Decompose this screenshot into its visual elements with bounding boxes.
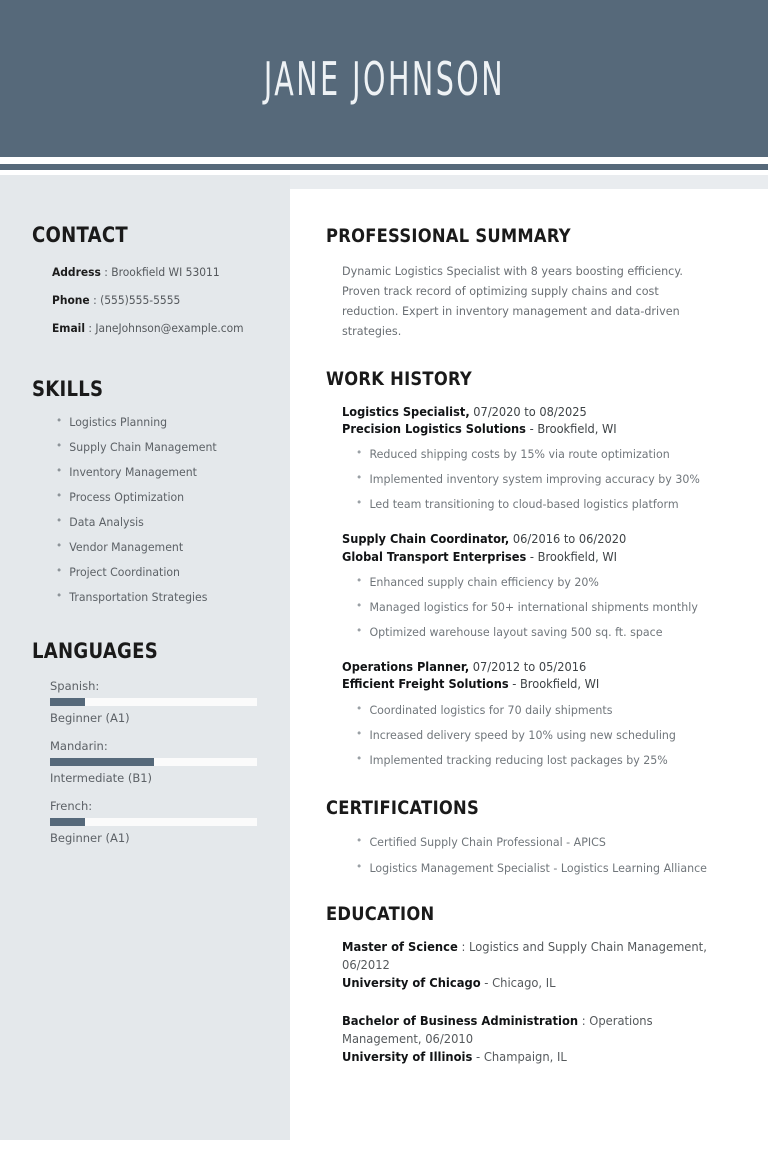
languages-heading: LANGUAGES <box>32 639 159 663</box>
contact-row-address <box>52 265 255 279</box>
certifications-heading: CERTIFICATIONS <box>326 796 480 819</box>
education-location: - Champaign, IL <box>472 1049 567 1064</box>
languages-list <box>32 679 270 845</box>
languages-section <box>0 615 290 845</box>
language-level: Beginner (A1) <box>50 831 130 845</box>
contact-sep-email: : <box>85 321 96 335</box>
contact-value-phone: (555)555-5555 <box>100 293 181 307</box>
contact-list <box>32 265 270 335</box>
work-history-section <box>326 368 740 767</box>
contact-label-email: Email <box>52 321 86 335</box>
list-item: • Implemented tracking reducing lost packages by 25% <box>356 753 725 767</box>
education-school: University of Illinois <box>342 1049 473 1064</box>
job-company: Precision Logistics Solutions <box>342 421 526 436</box>
list-item: • Enhanced supply chain efficiency by 20% <box>356 575 725 589</box>
education-school-line <box>342 1048 724 1066</box>
language-item-french <box>50 799 270 845</box>
work-history-heading: WORK HISTORY <box>326 367 473 390</box>
job-dates: 07/2012 to 05/2016 <box>472 660 587 675</box>
language-proficiency-fill <box>50 818 85 826</box>
job-role-line <box>342 531 720 548</box>
skills-section <box>0 349 290 604</box>
education-degree: Master of Science <box>342 939 458 954</box>
sidebar-column <box>0 175 290 1140</box>
language-level: Beginner (A1) <box>50 711 130 725</box>
job-entry-0 <box>342 404 740 512</box>
education-field: : Operations Management, 06/2010 <box>342 1013 653 1046</box>
job-role-line <box>342 404 720 421</box>
contact-label-phone: Phone <box>52 293 90 307</box>
education-degree-line <box>342 1012 724 1048</box>
list-item: • Increased delivery speed by 10% using new scheduling <box>356 728 725 742</box>
list-item: • Project Coordination <box>56 565 259 579</box>
job-role: Supply Chain Coordinator, <box>342 532 510 547</box>
job-role-line <box>342 659 720 676</box>
summary-section <box>326 225 740 342</box>
job-bullets <box>342 703 740 767</box>
candidate-name: JANE JOHNSON <box>263 51 505 106</box>
job-company: Global Transport Enterprises <box>342 549 527 564</box>
main-top-strip <box>290 175 768 189</box>
summary-heading: PROFESSIONAL SUMMARY <box>326 225 571 247</box>
list-item: • Supply Chain Management <box>56 440 259 454</box>
language-name: French: <box>50 799 93 813</box>
list-item: • Led team transitioning to cloud-based logistics platform <box>356 497 725 511</box>
contact-heading: CONTACT <box>32 223 128 247</box>
job-bullets <box>342 447 740 511</box>
education-field: : Logistics and Supply Chain Management, 06/2012 <box>342 939 707 972</box>
contact-value-address: Brookfield WI 53011 <box>111 265 220 279</box>
job-entry-2 <box>342 659 740 767</box>
education-degree-line <box>342 938 724 974</box>
header-rule-white <box>0 157 768 164</box>
list-item: • Implemented inventory system improving accuracy by 30% <box>356 472 725 486</box>
resume-header <box>0 0 768 157</box>
language-proficiency-fill <box>50 758 154 766</box>
skills-heading: SKILLS <box>32 377 104 401</box>
language-proficiency-bar <box>50 698 257 706</box>
job-company-line <box>342 676 720 693</box>
language-level: Intermediate (B1) <box>50 771 153 785</box>
contact-row-phone <box>52 293 255 307</box>
contact-sep-phone: : <box>89 293 101 307</box>
certifications-section <box>326 797 740 875</box>
list-item: • Process Optimization <box>56 490 259 504</box>
language-name: Mandarin: <box>50 739 108 753</box>
job-role: Logistics Specialist, <box>342 404 470 419</box>
list-item: • Managed logistics for 50+ international shipments monthly <box>356 600 725 614</box>
list-item: • Logistics Planning <box>56 415 259 429</box>
main-column <box>290 189 768 1152</box>
list-item: • Certified Supply Chain Professional - APICS <box>356 835 725 849</box>
certifications-list <box>326 835 740 875</box>
education-entry-0 <box>342 938 740 992</box>
language-name: Spanish: <box>50 679 100 693</box>
contact-row-email <box>52 321 255 335</box>
contact-sep-address: : <box>100 265 112 279</box>
list-item: • Logistics Management Specialist - Logistics Learning Alliance <box>356 861 725 875</box>
job-location: - Brookfield, WI <box>529 549 617 564</box>
contact-value-email: JaneJohnson@example.com <box>95 321 244 335</box>
job-dates: 07/2020 to 08/2025 <box>473 404 587 419</box>
list-item: • Transportation Strategies <box>56 590 259 604</box>
job-location: - Brookfield, WI <box>512 677 600 692</box>
job-location: - Brookfield, WI <box>529 421 617 436</box>
contact-section <box>0 175 290 335</box>
job-company-line <box>342 549 720 566</box>
education-school-line <box>342 974 724 992</box>
education-degree: Bachelor of Business Administration <box>342 1013 579 1028</box>
list-item: • Data Analysis <box>56 515 259 529</box>
resume-body <box>0 175 768 1152</box>
language-proficiency-bar <box>50 758 257 766</box>
skills-list <box>32 415 270 604</box>
job-company: Efficient Freight Solutions <box>342 677 509 692</box>
job-company-line <box>342 421 720 438</box>
education-heading: EDUCATION <box>326 902 435 925</box>
education-section <box>326 903 740 1066</box>
language-item-mandarin <box>50 739 270 785</box>
language-proficiency-fill <box>50 698 85 706</box>
job-bullets <box>342 575 740 639</box>
list-item: • Reduced shipping costs by 15% via route optimization <box>356 447 725 461</box>
education-entry-1 <box>342 1012 740 1066</box>
list-item: • Optimized warehouse layout saving 500 sq. ft. space <box>356 625 725 639</box>
list-item: • Coordinated logistics for 70 daily shipments <box>356 703 725 717</box>
job-role: Operations Planner, <box>342 660 470 675</box>
list-item: • Vendor Management <box>56 540 259 554</box>
list-item: • Inventory Management <box>56 465 259 479</box>
education-school: University of Chicago <box>342 975 481 990</box>
job-dates: 06/2016 to 06/2020 <box>512 532 627 547</box>
language-item-spanish <box>50 679 270 725</box>
job-entry-1 <box>342 531 740 639</box>
contact-label-address: Address <box>52 265 101 279</box>
summary-text: Dynamic Logistics Specialist with 8 years boosting efficiency. Proven track record of optimizing supply chains and cost reduction. Expert in inventory management and data-driven strategies. <box>342 264 683 339</box>
education-location: - Chicago, IL <box>480 975 556 990</box>
language-proficiency-bar <box>50 818 257 826</box>
